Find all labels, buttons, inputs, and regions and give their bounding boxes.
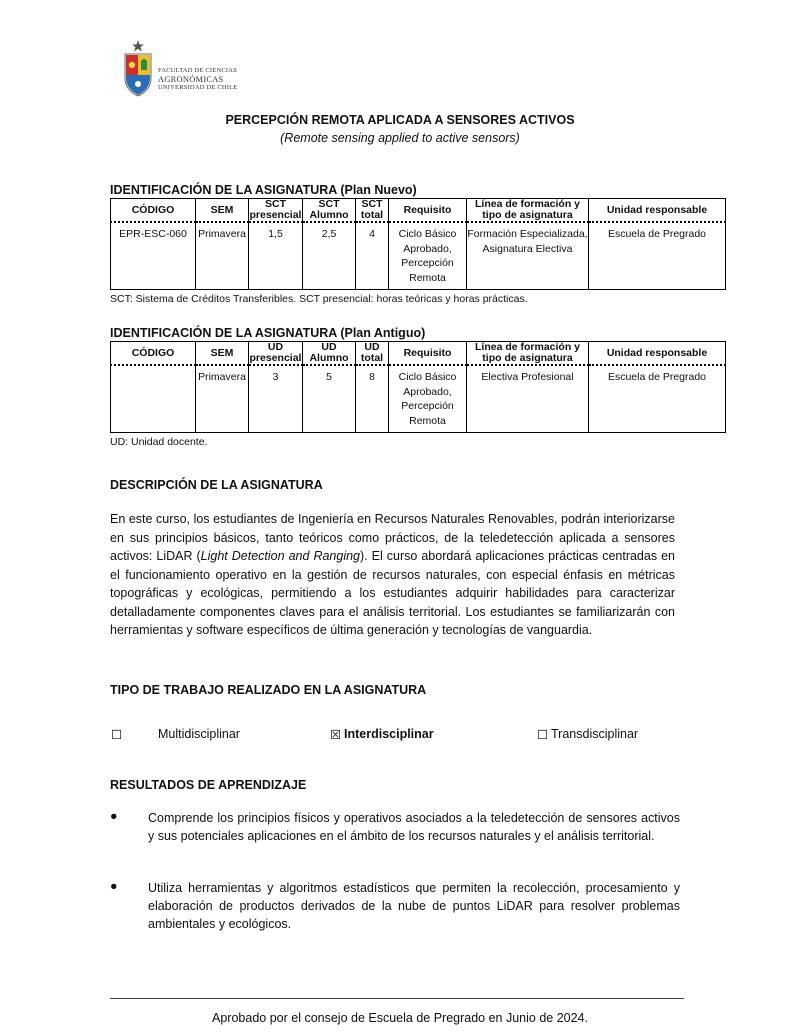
column-header: Unidad responsable [589, 342, 726, 366]
column-header: UD total [356, 342, 389, 366]
tipo-trabajo-heading: TIPO DE TRABAJO REALIZADO EN LA ASIGNATURA [110, 683, 427, 697]
column-header: SCT Alumno [303, 199, 356, 223]
table-cell: 1,5 [249, 222, 303, 290]
list-item: Utiliza herramientas y algoritmos estadísticos que permiten la recolección, procesamiento y elaboración de productos derivados de la nube de puntos LiDAR para resolver problemas ambientales y ecológicos. [148, 881, 680, 931]
footer-divider [110, 998, 684, 999]
plan-nuevo-table [110, 198, 726, 290]
column-header: Requisito [389, 199, 467, 223]
descripcion-text-2: ). El curso abordará aplicaciones prácticas centradas en el funcionamiento operativo en la gestión de recursos naturales, con especial énfasis en métricas topográficas y ecológicas, permitiendo a los estudiantes adquirir habilidades para caracterizar detalladamente componentes claves para el análisis territorial. Los estudiantes se familiarizarán con herramientas y software específicos de última generación y tecnologías de vanguardia. [110, 549, 675, 637]
footer-text: Aprobado por el consejo de Escuela de Pregrado en Junio de 2024. [212, 1011, 588, 1025]
logo-line-3: UNIVERSIDAD DE CHILE [158, 84, 238, 91]
table-cell: Escuela de Pregrado [589, 222, 726, 290]
interdisciplinar-label: Interdisciplinar [344, 727, 434, 741]
resultados-heading: RESULTADOS DE APRENDIZAJE [110, 778, 307, 792]
transdisciplinar-label: Transdisciplinar [551, 727, 639, 741]
column-header: Requisito [389, 342, 467, 366]
column-header: SCT total [356, 199, 389, 223]
star-icon [132, 40, 144, 52]
column-header: UD presencial [249, 341, 302, 364]
column-header: Unidad responsable [589, 199, 726, 223]
column-header: Línea de formación y tipo de asignatura [467, 342, 589, 366]
descripcion-paragraph [110, 510, 675, 640]
column-header: SEM [196, 342, 249, 366]
list-item: Comprende los principios físicos y operativos asociados a la teledetección de sensores activos y sus potenciales aplicaciones en el ámbito de los recursos naturales y el análisis territorial. [148, 811, 680, 843]
column-header: SEM [196, 199, 249, 223]
document-subtitle: (Remote sensing applied to active sensors) [280, 131, 520, 145]
table-cell: Formación Especializada, Asignatura Electiva [467, 222, 589, 290]
column-header: SCT presencial [249, 198, 302, 221]
column-header: Línea de formación y tipo de asignatura [467, 199, 589, 223]
table-cell [111, 365, 196, 433]
descripcion-text-1: En este curso, los estudiantes de Ingeniería en Recursos Naturales Renovables, podrán interiorizarse en sus principios básicos, tanto teóricos como prácticos, de la teledetección aplicada a sensores activos: LiDAR ( [110, 512, 675, 563]
transdisciplinar-checkbox[interactable]: ☐ [537, 728, 549, 742]
table-cell: Ciclo Básico Aprobado, Percepción Remota [389, 365, 467, 433]
bullet-icon: ● [110, 879, 118, 893]
column-header: CÓDIGO [111, 199, 196, 223]
table-cell: 3 [249, 365, 303, 433]
multidisciplinar-label: Multidisciplinar [158, 727, 240, 741]
sct-note: SCT: Sistema de Créditos Transferibles. SCT presencial: horas teóricas y horas prácticas. [110, 293, 528, 305]
multidisciplinar-checkbox[interactable]: ☐ [111, 728, 123, 742]
shield-icon [125, 54, 151, 96]
logo-line-1: FACULTAD DE CIENCIAS [158, 67, 237, 74]
document-title: PERCEPCIÓN REMOTA APLICADA A SENSORES ACTIVOS [225, 113, 575, 127]
table-cell: Primavera [196, 365, 249, 433]
table-cell: 8 [356, 365, 389, 433]
logo-line-2: AGRONÓMICAS [158, 74, 224, 84]
table-row [111, 222, 726, 290]
table-cell: Electiva Profesional [467, 365, 589, 433]
table-header-row [111, 342, 726, 366]
column-header: UD Alumno [303, 342, 356, 366]
plan-antiguo-heading: IDENTIFICACIÓN DE LA ASIGNATURA (Plan Antiguo) [110, 326, 426, 340]
plan-antiguo-table [110, 341, 726, 433]
table-cell: EPR-ESC-060 [111, 222, 196, 290]
table-header-row [111, 199, 726, 223]
descripcion-heading: DESCRIPCIÓN DE LA ASIGNATURA [110, 478, 323, 492]
table-row [111, 365, 726, 433]
work-type-options [0, 727, 800, 745]
table-cell: Primavera [196, 222, 249, 290]
interdisciplinar-checkbox[interactable]: ☒ [330, 728, 342, 742]
bullet-icon: ● [110, 809, 118, 823]
descripcion-text-italic: Light Detection and Ranging [200, 549, 361, 563]
logo-text [158, 67, 237, 92]
ud-note: UD: Unidad docente. [110, 436, 208, 448]
table-cell: Escuela de Pregrado [589, 365, 726, 433]
table-cell: 2,5 [303, 222, 356, 290]
table-cell: 4 [356, 222, 389, 290]
plan-nuevo-heading: IDENTIFICACIÓN DE LA ASIGNATURA (Plan Nuevo) [110, 183, 417, 197]
table-cell: 5 [303, 365, 356, 433]
column-header: CÓDIGO [111, 342, 196, 366]
table-cell: Ciclo Básico Aprobado, Percepción Remota [389, 222, 467, 290]
